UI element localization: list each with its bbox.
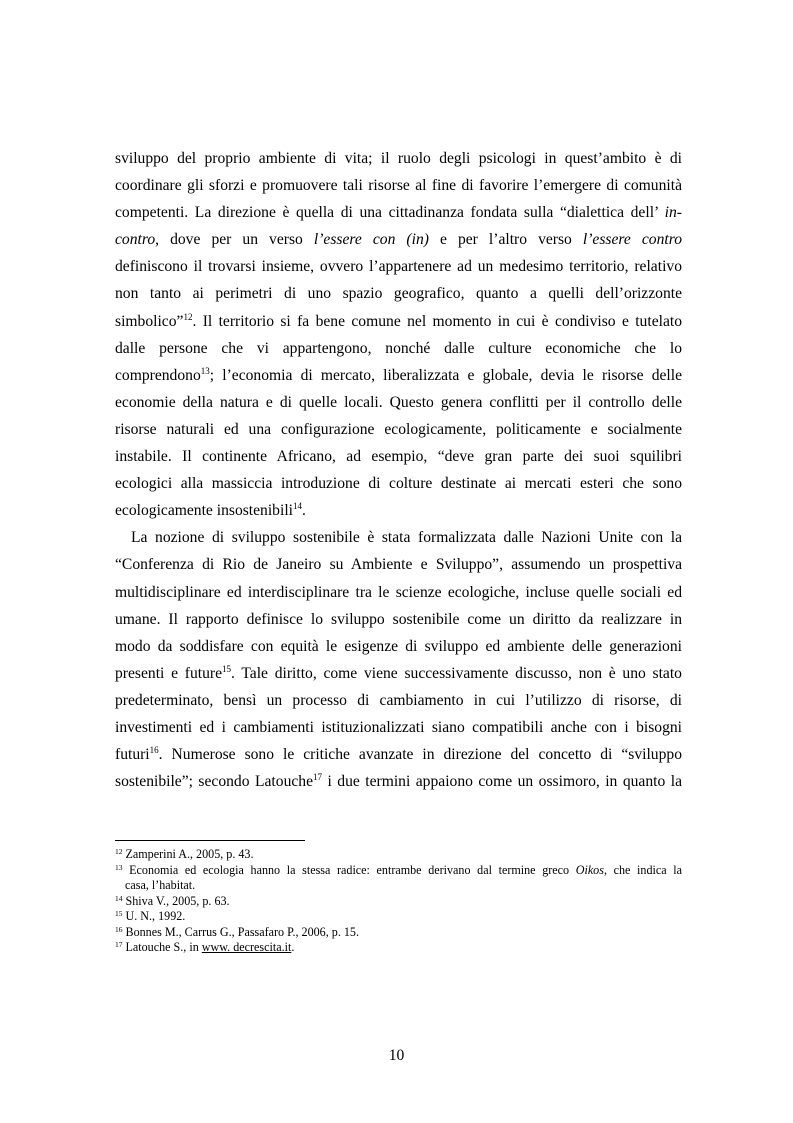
footnote-ref: 17 [313, 772, 322, 783]
footnote-italic: Oikos [575, 862, 604, 877]
footnote-ref: 12 [183, 311, 193, 322]
text-line: non tanto ai perimetri di uno spazio geografico, quanto a quelli dell’orizzonte [115, 285, 682, 303]
footnote-15 [115, 909, 682, 925]
text-line: sviluppo del proprio ambiente di vita; il ruolo degli psicologi in quest’ambito è di [115, 150, 682, 167]
footnote-text: Economia ed ecologia hanno la stessa radice: entrambe derivano dal termine greco [122, 862, 576, 877]
footnote-ref: 13 [200, 365, 210, 376]
text-line [115, 497, 682, 524]
footnote-text: . [291, 940, 295, 954]
footnote-number: 17 [115, 940, 123, 949]
text-span: i due termini appaiono come un ossimoro, in quanto la [322, 773, 682, 791]
footnote-number: 12 [115, 847, 123, 856]
text-span: simbolico” [115, 312, 184, 330]
text-line [115, 660, 682, 687]
text-span: . Il territorio si fa bene comune nel momento in cui è condiviso e tutelato [192, 312, 682, 330]
text-line: La nozione di sviluppo sostenibile è stata formalizzata dalle Nazioni Unite con la [131, 529, 682, 547]
text-line: predeterminato, bensì un processo di cambiamento in cui l’utilizzo di risorse, di [115, 691, 682, 709]
text-span: sostenibile”; secondo Latouche [115, 773, 313, 791]
text-line: “Conferenza di Rio de Janeiro su Ambiente e Sviluppo”, assumendo un prospettiva [115, 556, 682, 574]
text-line: economie della natura e di quelle locali. Questo genera conflitti per il controllo delle [115, 393, 682, 411]
footnote-17 [115, 940, 682, 956]
footnote-number: 15 [115, 909, 123, 918]
text-line [115, 362, 682, 389]
text-line [115, 768, 682, 795]
footnote-text: U. N., 1992. [122, 909, 186, 923]
footnote-16 [115, 925, 682, 941]
page-number: 10 [388, 1047, 405, 1064]
text-line: definiscono il trovarsi insieme, ovvero l’appartenere ad un medesimo territorio, relativo [115, 258, 682, 276]
italic-span: l’essere con (in) [313, 231, 429, 249]
website-link[interactable]: www. decrescita.it [201, 940, 292, 954]
footnote-text: Shiva V., 2005, p. 63. [122, 893, 230, 908]
footnote-13 [115, 863, 682, 879]
text-line: instabile. Il continente Africano, ad esempio, “deve gran parte dei suoi squilibri [115, 448, 682, 466]
text-line: coordinare gli sforzi e promuovere tali risorse al fine di favorire l’emergere di comunità [115, 177, 682, 195]
footnote-text: , che indica la [603, 862, 682, 877]
text-line: multidisciplinare ed interdisciplinare tra le scienze ecologiche, incluse quelle sociali ed [115, 583, 682, 601]
footnote-ref: 14 [292, 501, 302, 512]
footnote-ref: 15 [222, 663, 231, 674]
text-span: . Numerose sono le critiche avanzate in direzione del concetto di “sviluppo [158, 746, 682, 764]
text-line: modo da soddisfare con equità le esigenze di sviluppo ed ambiente delle generazioni [115, 637, 682, 655]
text-span: e per l’altro verso [428, 231, 583, 249]
text-span: ; l’economia di mercato, liberalizzata e globale, devia le risorse delle [209, 366, 682, 384]
text-span: comprendono [115, 366, 201, 384]
text-line: investimenti ed i cambiamenti istituzionalizzati siano compatibili anche con i bisogni [115, 718, 682, 736]
text-line: dalle persone che vi appartengono, nonché dalle culture economiche che lo [115, 339, 682, 357]
footnote-13-continued: casa, l’habitat. [125, 878, 196, 892]
footnote-number: 13 [115, 862, 123, 872]
footnote-text: Latouche S., in [122, 940, 202, 954]
text-line: risorse naturali ed una configurazione ecologicamente, politicamente e socialmente [115, 420, 682, 438]
text-span: futuri [115, 746, 150, 764]
footnote-number: 16 [115, 924, 123, 934]
footnote-divider [115, 840, 305, 841]
text-line [115, 226, 682, 253]
text-line [115, 199, 682, 226]
italic-span: in- [664, 204, 682, 222]
main-text [115, 145, 682, 795]
footnote-ref: 16 [149, 745, 159, 756]
italic-span: l’essere contro [582, 231, 683, 249]
text-line [115, 741, 682, 768]
text-line [115, 308, 682, 335]
text-span: . [301, 502, 306, 520]
footnote-text: Zamperini A., 2005, p. 43. [122, 847, 254, 861]
footnote-number: 14 [115, 893, 123, 903]
footnote-14 [115, 894, 682, 910]
footnotes [115, 847, 682, 956]
text-line: ecologici alla massiccia introduzione di colture destinate ai mercati esteri che sono [115, 475, 682, 493]
text-line: umane. Il rapporto definisce lo sviluppo sostenibile come un diritto da realizzare in [115, 610, 682, 628]
text-span: . Tale diritto, come viene successivamente discusso, non è uno stato [231, 664, 682, 682]
text-span: presenti e future [115, 664, 222, 682]
text-span: ecologicamente insostenibili [115, 502, 293, 520]
footnote-text: Bonnes M., Carrus G., Passafaro P., 2006, p. 15. [122, 924, 359, 939]
italic-span: contro [115, 231, 156, 249]
text-span: , dove per un verso [155, 231, 314, 249]
footnote-12 [115, 847, 682, 863]
text-span: competenti. La direzione è quella di una cittadinanza fondata sulla “dialettica dell’ [115, 204, 665, 222]
